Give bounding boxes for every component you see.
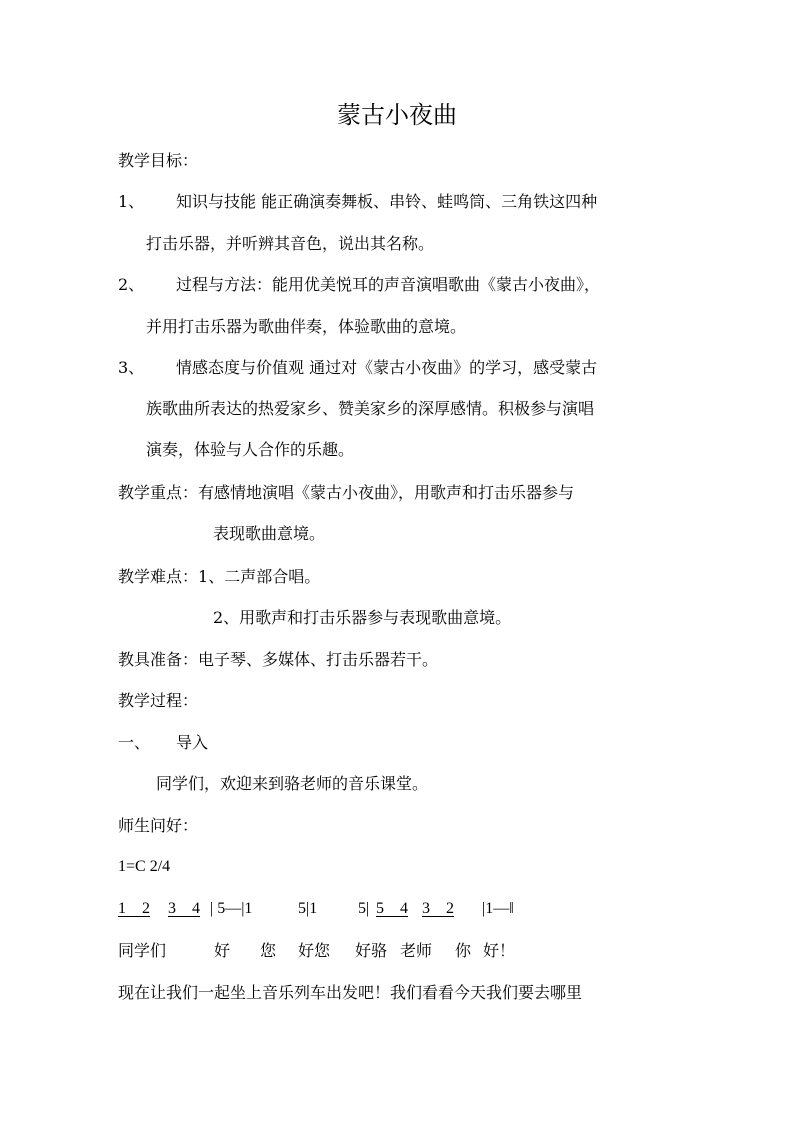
goal-1-line-2: 打击乐器，并听辨其音色，说出其名称。 bbox=[146, 234, 435, 253]
lyric-5: 好骆 bbox=[355, 941, 388, 960]
difficulty-item-1: 1、二声部合唱。 bbox=[198, 567, 321, 586]
difficulty-line-1 bbox=[118, 566, 320, 588]
document-title: 蒙古小夜曲 bbox=[337, 101, 457, 129]
closing-line: 现在让我们一起坐上音乐列车出发吧！我们看看今天我们要去哪里 bbox=[118, 983, 583, 1002]
notation-group-7: 3 2 bbox=[422, 900, 454, 917]
goal-1-text: 知识与技能 能正确演奏舞板、串铃、蛙鸣筒、三角铁这四种 bbox=[176, 192, 598, 211]
notation-group-5: 5| bbox=[358, 900, 370, 917]
goal-3-text: 情感态度与价值观 通过对《蒙古小夜曲》的学习，感受蒙古 bbox=[176, 358, 598, 377]
goal-3-line-1 bbox=[118, 357, 597, 379]
key-point-line-1 bbox=[118, 482, 574, 504]
section-1-number: 一、 bbox=[118, 733, 151, 752]
goal-3-number: 3、 bbox=[118, 358, 145, 377]
lyric-1: 同学们 bbox=[118, 941, 167, 960]
key-point-label: 教学重点： bbox=[118, 483, 199, 502]
key-point-line-2: 表现歌曲意境。 bbox=[213, 524, 326, 543]
lyric-2: 好 bbox=[214, 941, 231, 960]
lyric-6: 老师 bbox=[400, 941, 433, 960]
difficulty-item-2: 2、用歌声和打击乐器参与表现歌曲意境。 bbox=[213, 608, 512, 627]
goal-3-line-2: 族歌曲所表达的热爱家乡、赞美家乡的深厚感情。积极参与演唱 bbox=[146, 399, 595, 418]
tools-line: 教具准备：电子琴、多媒体、打击乐器若干。 bbox=[118, 650, 439, 669]
goal-2-number: 2、 bbox=[118, 275, 145, 294]
notation-group-6: 5 4 bbox=[376, 900, 408, 917]
lyric-7: 你 bbox=[455, 941, 472, 960]
intro-line: 同学们，欢迎来到骆老师的音乐课堂。 bbox=[156, 774, 429, 793]
notation-group-3: | 5—|1 bbox=[210, 900, 253, 917]
process-heading: 教学过程： bbox=[118, 691, 199, 710]
goal-2-line-2: 并用打击乐器为歌曲伴奏，体验歌曲的意境。 bbox=[146, 317, 467, 336]
notation-group-1: 1 2 bbox=[118, 900, 150, 917]
lyric-4: 好您 bbox=[298, 941, 331, 960]
section-1-title: 导入 bbox=[176, 733, 209, 752]
goal-2-line-1 bbox=[118, 274, 600, 296]
goal-1-line-1 bbox=[118, 191, 597, 213]
goal-2-text: 过程与方法：能用优美悦耳的声音演唱歌曲《蒙古小夜曲》， bbox=[176, 275, 601, 294]
key-signature: 1=C 2/4 bbox=[118, 858, 171, 875]
difficulty-label: 教学难点： bbox=[118, 567, 199, 586]
goal-1-number: 1、 bbox=[118, 192, 145, 211]
goals-heading: 教学目标： bbox=[118, 151, 199, 170]
notation-group-4: 5|1 bbox=[298, 900, 318, 917]
greeting-line: 师生问好： bbox=[118, 816, 199, 835]
goal-3-line-3: 演奏，体验与人合作的乐趣。 bbox=[146, 440, 355, 459]
section-1-heading bbox=[118, 732, 208, 754]
lyric-8: 好！ bbox=[483, 941, 516, 960]
lyric-3: 您 bbox=[260, 941, 277, 960]
key-point-text: 有感情地演唱《蒙古小夜曲》，用歌声和打击乐器参与 bbox=[198, 483, 575, 502]
notation-group-8: |1—‖ bbox=[482, 900, 514, 917]
notation-group-2: 3 4 bbox=[168, 900, 200, 917]
